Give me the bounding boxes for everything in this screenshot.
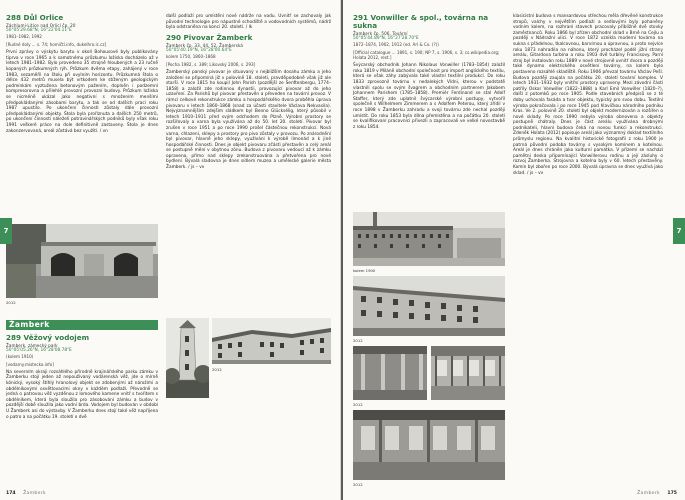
left-column-1-lower bbox=[6, 316, 158, 422]
entry-291-title bbox=[353, 14, 505, 30]
entry-288-title bbox=[6, 14, 158, 22]
entry-290-address: Žamberk čp. 33, 44, 52, Žamberská bbox=[166, 42, 244, 48]
entry-289-dates: (kolem 1910) bbox=[6, 353, 34, 359]
left-column-1 bbox=[6, 14, 158, 136]
photo-water-tower bbox=[166, 318, 209, 398]
photo-factory-hall bbox=[353, 410, 505, 480]
section-heading-zamberk: Žamberk bbox=[6, 320, 158, 330]
entry-291-number: 291 bbox=[353, 13, 369, 22]
entry-289-address: Žamberk, zámecký park bbox=[6, 342, 58, 348]
factory-2012-image bbox=[353, 276, 505, 336]
entry-291-text: Švýcarský obchodník Johann Nikolaus Vonwiller (1783–1854) založil roku 1819 v Miláně obchodní společnost pro import anglického textilu, která se však záhy zabývala také vlastní textilní produkcí. Do roku 1833 zprovoznil továrnu v nedalekých Vídni, kterou v podstatě vlastnili spolu se svým švagrem a obchodním partnerem Jakobem Johannem Parishem (1785–1858). Premiér Ferdinand se stal Adolf Staffer, který zde uplatnil švýcarské výrobní postupy, vytvořil společně s Wilhelmem Zimmerem a s Adolfem Peterou, který zřídil v roce 1898 v Žamberku zahradu a svoji továrnu zde nechal později umístit. Do roku 1853 byla dílna přemístěna a na počátku 20. století se kvalifikovaní pracovníci přivezli a zapracovali ve velké novostavbě z roku 1854. bbox=[353, 63, 505, 130]
chapter-tab-right: 7 bbox=[673, 218, 685, 244]
factory-historic-image bbox=[353, 212, 505, 266]
entry-291-dates: 1872–1874, 1902, 1912 (ed. Arl & Co. (?)) bbox=[353, 42, 439, 48]
right-footer bbox=[637, 491, 677, 496]
entry-289-continued: další podlaží pro umístění nové nádrže na vodu. Uvnitř se zachovaly jak původní technologie pro nápustné schodiště a vodovodních systémů, nádrž byla odstraněna na konci 20. století. / lk bbox=[166, 14, 331, 31]
entry-288-address: Záchlumí-Litice nad Orlicí čp. 20 bbox=[6, 23, 76, 28]
entry-291-sources: [Official catalogue ... 1891, s. 190; NP 7, s. 1906, s. 3; cs.wikipedia.org; Holata 2012, rest.] bbox=[353, 50, 500, 61]
photo-caption-2012-c: 2012 bbox=[353, 482, 363, 487]
left-page-number: 174 bbox=[6, 491, 16, 496]
entry-291-name: Vonwiller & spol., továrna na sukna bbox=[353, 13, 489, 30]
right-running-head: Žamberk bbox=[637, 491, 660, 496]
entry-290-dates: kolem 1750, 1860–1868 bbox=[166, 53, 216, 59]
right-column-1 bbox=[353, 14, 505, 132]
entry-289-title bbox=[6, 334, 158, 342]
photo-factory-historic bbox=[353, 212, 505, 266]
entry-290-sources: [Pocha 1982, s. 389; Likovský 2006, s. 293] bbox=[166, 61, 256, 67]
right-column-2 bbox=[513, 14, 663, 178]
entry-289-sources: [vodarny.mistecko.info] bbox=[6, 361, 54, 367]
left-column-2 bbox=[166, 14, 331, 172]
mine-portal-image bbox=[6, 224, 158, 298]
photo-mine-portal bbox=[6, 224, 158, 298]
interior-left-image bbox=[353, 346, 427, 400]
entry-289-coords: 50°05'05.26"N, 16°28'08.78"E bbox=[6, 347, 72, 353]
photo-caption-288: 2012 bbox=[6, 300, 16, 305]
left-footer bbox=[6, 491, 46, 496]
photo-caption-290: 2012 bbox=[212, 367, 222, 372]
entry-291-address: Žamberk čp. 506, Tovární bbox=[353, 31, 408, 36]
entry-291-coords: 50°05'44.89"N, 16°27'28.70"E bbox=[353, 36, 419, 41]
left-running-head: Žamberk bbox=[23, 491, 46, 496]
right-page-number: 175 bbox=[667, 491, 677, 496]
entry-288-number: 288 bbox=[6, 13, 22, 22]
entry-291-continued: klasicistní budova s mansardovou střechou měla dřevěné konstrukce stropů, valchy v největším podlaží a sedlovými byly pohaněny vodním kolem, na rozhraní stavech pracovaly přibližně dvě stovky zaměstnanců. Roku 1866 byl zřízen obchodní sklad v Brně na Cejlu a později v Nádražní ulici. V roce 1872 vznikla moderní továrna na sukna s přádelnou, tkalcovnou, barvírnou a úpravnou, a proto nejvíce roku 1873 nahradila na náhonu, který procházel podél jižní strany areálu, Gitardova turbína a roku 1903 dvě turbíny Francisovy. Parní stroj byl instalován roku 1889 v nové strojovně uvnitř dvora a později také dynamo elektrického osvětlení továrny, na kolem bylo postaveno rozsáhlé skladiště. Roku 1906 převzal továrnu Václav Pešl. Budova později zaujala na počátku 20. století tovární komplex. V letech 1931–1932 byly vnitřní prostory upraveny. Mezi závodní části patřily Oskar Vonwiller (1822–1888) a Karl Emil Vonwiller (1820–?), další z potomků po roce 1905. Podle stavebních předpisů se z té doby uchovala fasáda a tvar objektu, typický pro svou dobu. Textilní výroba pokračovala i po roce 1945 pod hlavičkou národního podniku Kras. Ve 2. polovině 20. století byl objekt modernizován a rozšířen o nové sklady. Po roce 1990 nebyla výroba obnovena a objekty postupně chátraly. Dnes je část areálu využívána drobnými podnikateli, hlavní budova čeká na novou funkci a rekonstrukci. Zdeněk Holata (2012) popisuje areál jako významný doklad textilního průmyslu regionu. Na kvalitní historické fotografii z roku 1900 je patrná původní podoba továrny s vysokým komínem a kotelnou. Areál je dnes chráněn jako kulturní památka. V přízemí se nachází pamětní deska připomínající Vonwillerovu rodinu a její zásluhy o rozvoj Žamberka. Strojovna a kotelna byly v 60. letech přestavěny. Komín byl zbořen po roce 2000. Bývalá úpravna se dnes využívá jako sklad. / js – vv bbox=[513, 14, 663, 176]
factory-hall-image bbox=[353, 410, 505, 480]
entry-289-text: Na severním okraji rozsáhlého přírodně krajinářského parku zámku v Žamberku stojí jeden až nepoužívaný vodárenská věž, jde o mírně kónický, vysoký štíhlý hranolový objekt se zdobenými až nárožími a obdélníkovými osvětlovacími okny v každém podlaží. Převodně se jedná o patrovou věž vyzděnou z lomového kamene vnitř s tvořitem s obdélníkem, která byla sloužila pro zásobování zámku a budov v pozdější době sloužila jako vodní brda. Vodojem byl budován v období U Žamberk asi do výstavby. V Žamberku dnes stojí také věž napříjena o patro a na počátku 19. století o dvě bbox=[6, 369, 158, 420]
entry-290-title bbox=[166, 34, 331, 42]
brewery-image bbox=[212, 318, 331, 364]
entry-289-name: Věžový vodojem bbox=[23, 332, 90, 342]
photo-interior-left bbox=[353, 346, 427, 400]
entry-288-sources: [Rudné doly ... s. 74; homičtí.info, dukelhro.ic.cz] bbox=[6, 42, 107, 48]
entry-289-number: 289 bbox=[6, 332, 22, 342]
right-page bbox=[343, 0, 685, 500]
interior-right-image bbox=[431, 346, 505, 400]
entry-290-coords: 50°05'40.19"N, 16°28'00.64"E bbox=[166, 47, 232, 53]
entry-288-coords: 50°05'29.68"N, 16°22'04.11"E bbox=[6, 28, 72, 33]
chapter-tab-left: 7 bbox=[0, 218, 12, 244]
photo-caption-historic: kolem 1900 bbox=[353, 268, 376, 273]
photo-interior-right bbox=[431, 346, 505, 400]
entry-290-text: Žamberský panský pivovar je situovaný v nejbližším dosahu zámku a jeho založení se připomíná již v polovině 18. století, pravděpodobně však již ale starší. V roce 1815 ho koupil John Parish (pozdější ze Senftenbergu, 1774–1858) a založil zde rodinnou dynastii, provozující pivovar až do jeho uzavření. Za Parishů byl pivovar přestavěn a převeden na tovární provoz. V rámci celkové rekonstrukce zámku a hospodářského dvora proběhla úprava pivovaru v letech 1860–1868 (snad za účasti stavitele Václava Nekvasila). Nejvýznamnějším zdejším sládkem byl Benno Glücksélig, který působil v letech 1910–1911 před svým odchodem do Plzně. Výrobní prostory se rozšiřovaly a varna byla využívána až do 50. let 20. století. Pivovar byl zrušen v roce 1951 a po roce 1990 prošel částečnou rekonstrukcí. Nová varna, chlazení, sklepy a prostory pro pivo zůstaly v provozu. Po znárodnění byl pivovar, hlavně jeho sklepy, využíváni k výrobě limonád a k jiné hospodářské činnosti. Dnes je objekt pivovaru zčásti přestavěn a celý areál se postupně mění v obytnou zónu. Budova z pivovaru vedoucí až k zámku opravena, přímo nad sklepy zrekonstruována a přetvořena pro nové bydlení. Bývalá sladovna je dnes sídlem muzea a umělecké galerie města Žamberk. / js – vv bbox=[166, 69, 331, 171]
photo-caption-2012-b: 2012 bbox=[353, 402, 363, 407]
left-page bbox=[0, 0, 341, 500]
entry-288-name: Důl Orlice bbox=[23, 13, 64, 22]
photo-caption-2012-a: 2012 bbox=[353, 338, 363, 343]
entry-290-number: 290 bbox=[166, 32, 182, 42]
entry-290-name: Pivovar Žamberk bbox=[183, 32, 253, 42]
photo-factory-2012 bbox=[353, 276, 505, 336]
entry-288-dates: 1981–1982, 1992 bbox=[6, 34, 42, 40]
entry-288-text: První zprávy o výskytu barytu v okolí Bohousové byly publikovány tiprva v roce 1965 a k samotnému průzkumu ložiska docházelo až v letech 1981–1982. Bylo provedeno 35 strojně hloubených a 23 ručně kopaných průzkumných rýh. Průzkum dvěma etapy, zahájený v roce 1983, sezaměřil na štolu při ovylním horizontu. Průzkumná štola o délce 432 metrů musela být vrtkodem ke stíženým geologickým podmínkám vyztužena betonovým pažením, doplněn i podzemní kompresorovna a přilehlé provozní provozní budovy. Průzkum ložiska se nicméně ukázal jako negativní s množením menšími předpokládanými zásobami barytu, a tak se od dalších prací roku 1987 upustilo. Po ukončení činnosti zůstaly dále provozní předpokládanými objekty. Štola byla proříznuta a dalších 250 metrů, po ukončení činnosti náleželi potravinářských podniků byly však roku 1991 veškeré práce na dole definitivně zastaveny. Štola je dnes zakonzervovaná, areál zůstává bez využití. / vn bbox=[6, 50, 158, 134]
photo-brewery bbox=[212, 318, 331, 364]
water-tower-image bbox=[166, 318, 209, 398]
